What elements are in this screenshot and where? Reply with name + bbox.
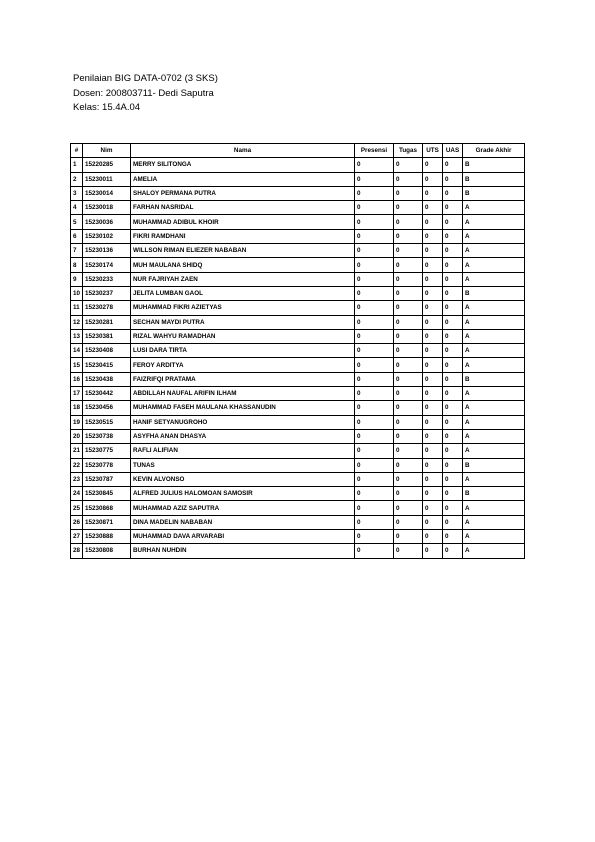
cell-nim: 15230778 (83, 458, 131, 472)
cell-tugas: 0 (394, 286, 423, 300)
cell-tugas: 0 (394, 201, 423, 215)
course-title: Penilaian BIG DATA-0702 (3 SKS) (73, 73, 218, 84)
cell-tugas: 0 (394, 258, 423, 272)
cell-uts: 0 (423, 401, 443, 415)
cell-tugas: 0 (394, 186, 423, 200)
cell-nim: 15230102 (83, 229, 131, 243)
cell-uts: 0 (423, 415, 443, 429)
cell-uts: 0 (423, 158, 443, 172)
cell-nama: MUHAMMAD FIKRI AZIETYAS (131, 301, 355, 315)
cell-nama: MUHAMMAD AZIZ SAPUTRA (131, 501, 355, 515)
column-header-presensi: Presensi (355, 144, 394, 158)
cell-uts: 0 (423, 215, 443, 229)
cell-number: 11 (71, 301, 83, 315)
cell-uas: 0 (443, 272, 463, 286)
cell-tugas: 0 (394, 515, 423, 529)
column-header-uts: UTS (423, 144, 443, 158)
cell-uas: 0 (443, 286, 463, 300)
cell-grade: A (463, 301, 525, 315)
cell-nim: 15230278 (83, 301, 131, 315)
cell-uts: 0 (423, 286, 443, 300)
cell-uts: 0 (423, 186, 443, 200)
table-row (71, 544, 525, 558)
cell-tugas: 0 (394, 301, 423, 315)
cell-grade: B (463, 172, 525, 186)
cell-uts: 0 (423, 201, 443, 215)
cell-uts: 0 (423, 344, 443, 358)
cell-number: 20 (71, 429, 83, 443)
cell-presensi: 0 (355, 530, 394, 544)
cell-number: 14 (71, 344, 83, 358)
cell-grade: A (463, 429, 525, 443)
cell-presensi: 0 (355, 387, 394, 401)
cell-presensi: 0 (355, 172, 394, 186)
cell-uts: 0 (423, 387, 443, 401)
table-row (71, 301, 525, 315)
cell-number: 15 (71, 358, 83, 372)
table-row (71, 387, 525, 401)
cell-grade: A (463, 201, 525, 215)
cell-presensi: 0 (355, 301, 394, 315)
cell-nama: RIZAL WAHYU RAMADHAN (131, 329, 355, 343)
cell-uas: 0 (443, 444, 463, 458)
cell-nim: 15230408 (83, 344, 131, 358)
column-header-tugas: Tugas (394, 144, 423, 158)
cell-uas: 0 (443, 229, 463, 243)
cell-uas: 0 (443, 530, 463, 544)
cell-grade: A (463, 415, 525, 429)
cell-uts: 0 (423, 358, 443, 372)
cell-tugas: 0 (394, 415, 423, 429)
cell-grade: A (463, 544, 525, 558)
cell-tugas: 0 (394, 487, 423, 501)
cell-number: 9 (71, 272, 83, 286)
cell-uts: 0 (423, 272, 443, 286)
table-row (71, 472, 525, 486)
cell-nama: FIKRI RAMDHANI (131, 229, 355, 243)
cell-grade: A (463, 515, 525, 529)
cell-nama: FARHAN NASRIDAL (131, 201, 355, 215)
cell-nim: 15230233 (83, 272, 131, 286)
cell-nim: 15230868 (83, 501, 131, 515)
table-row (71, 415, 525, 429)
cell-uts: 0 (423, 444, 443, 458)
cell-nim: 15220285 (83, 158, 131, 172)
table-row (71, 344, 525, 358)
cell-nama: KEVIN ALVONSO (131, 472, 355, 486)
cell-grade: B (463, 186, 525, 200)
cell-tugas: 0 (394, 244, 423, 258)
cell-tugas: 0 (394, 501, 423, 515)
cell-number: 25 (71, 501, 83, 515)
cell-tugas: 0 (394, 329, 423, 343)
cell-presensi: 0 (355, 501, 394, 515)
cell-uas: 0 (443, 487, 463, 501)
table-row (71, 444, 525, 458)
cell-grade: A (463, 530, 525, 544)
cell-uas: 0 (443, 472, 463, 486)
table-row (71, 401, 525, 415)
table-row (71, 186, 525, 200)
cell-number: 28 (71, 544, 83, 558)
cell-number: 17 (71, 387, 83, 401)
cell-grade: B (463, 158, 525, 172)
cell-uts: 0 (423, 487, 443, 501)
cell-nim: 15230738 (83, 429, 131, 443)
cell-presensi: 0 (355, 315, 394, 329)
cell-uts: 0 (423, 258, 443, 272)
table-row (71, 272, 525, 286)
cell-nama: ABDILLAH NAUFAL ARIFIN ILHAM (131, 387, 355, 401)
column-header-uas: UAS (443, 144, 463, 158)
column-header-nama: Nama (131, 144, 355, 158)
cell-number: 24 (71, 487, 83, 501)
cell-tugas: 0 (394, 272, 423, 286)
cell-number: 19 (71, 415, 83, 429)
cell-tugas: 0 (394, 215, 423, 229)
cell-nama: NUR FAJRIYAH ZAEN (131, 272, 355, 286)
table-row (71, 515, 525, 529)
column-header-grade: Grade Akhir (463, 144, 525, 158)
cell-number: 7 (71, 244, 83, 258)
cell-presensi: 0 (355, 229, 394, 243)
cell-grade: A (463, 344, 525, 358)
table-row (71, 329, 525, 343)
cell-nim: 15230775 (83, 444, 131, 458)
cell-uas: 0 (443, 301, 463, 315)
cell-nama: MUH MAULANA SHIDQ (131, 258, 355, 272)
cell-uas: 0 (443, 186, 463, 200)
cell-presensi: 0 (355, 258, 394, 272)
cell-uas: 0 (443, 315, 463, 329)
cell-number: 8 (71, 258, 83, 272)
cell-tugas: 0 (394, 229, 423, 243)
lecturer-line: Dosen: 200803711- Dedi Saputra (73, 87, 214, 99)
grades-table (70, 143, 525, 559)
table-row (71, 286, 525, 300)
cell-nim: 15230415 (83, 358, 131, 372)
cell-presensi: 0 (355, 201, 394, 215)
cell-nama: DINA MADELIN NABABAN (131, 515, 355, 529)
cell-uas: 0 (443, 387, 463, 401)
cell-nama: MUHAMMAD ADIBUL KHOIR (131, 215, 355, 229)
cell-presensi: 0 (355, 429, 394, 443)
cell-uts: 0 (423, 501, 443, 515)
cell-uts: 0 (423, 429, 443, 443)
cell-grade: A (463, 258, 525, 272)
cell-presensi: 0 (355, 444, 394, 458)
class-line: Kelas: 15.4A.04 (73, 102, 141, 113)
cell-uas: 0 (443, 329, 463, 343)
cell-tugas: 0 (394, 344, 423, 358)
cell-uts: 0 (423, 530, 443, 544)
cell-grade: B (463, 286, 525, 300)
cell-presensi: 0 (355, 244, 394, 258)
cell-tugas: 0 (394, 372, 423, 386)
table-row (71, 201, 525, 215)
cell-grade: B (463, 372, 525, 386)
cell-nim: 15230845 (83, 487, 131, 501)
cell-uts: 0 (423, 229, 443, 243)
cell-presensi: 0 (355, 272, 394, 286)
cell-uas: 0 (443, 401, 463, 415)
cell-nim: 15230014 (83, 186, 131, 200)
cell-nama: JELITA LUMBAN GAOL (131, 286, 355, 300)
cell-uts: 0 (423, 472, 443, 486)
cell-tugas: 0 (394, 158, 423, 172)
cell-nim: 15230442 (83, 387, 131, 401)
cell-grade: A (463, 215, 525, 229)
cell-presensi: 0 (355, 472, 394, 486)
cell-tugas: 0 (394, 444, 423, 458)
cell-nim: 15230808 (83, 544, 131, 558)
cell-presensi: 0 (355, 215, 394, 229)
cell-nim: 15230438 (83, 372, 131, 386)
cell-presensi: 0 (355, 401, 394, 415)
cell-nama: FAIZRIFQI PRATAMA (131, 372, 355, 386)
cell-presensi: 0 (355, 544, 394, 558)
cell-grade: A (463, 244, 525, 258)
table-row (71, 229, 525, 243)
table-row (71, 244, 525, 258)
cell-uts: 0 (423, 544, 443, 558)
cell-number: 2 (71, 172, 83, 186)
cell-nama: HANIF SETYANUGROHO (131, 415, 355, 429)
cell-grade: A (463, 472, 525, 486)
cell-grade: B (463, 487, 525, 501)
cell-uts: 0 (423, 515, 443, 529)
table-row (71, 158, 525, 172)
cell-nama: RAFLI ALIFIAN (131, 444, 355, 458)
cell-grade: A (463, 401, 525, 415)
cell-nama: AMELIA (131, 172, 355, 186)
cell-number: 22 (71, 458, 83, 472)
column-header-nim: Nim (83, 144, 131, 158)
cell-nim: 15230871 (83, 515, 131, 529)
cell-number: 1 (71, 158, 83, 172)
table-row (71, 315, 525, 329)
cell-uas: 0 (443, 215, 463, 229)
cell-nim: 15230515 (83, 415, 131, 429)
cell-presensi: 0 (355, 344, 394, 358)
table-row (71, 358, 525, 372)
cell-number: 18 (71, 401, 83, 415)
cell-tugas: 0 (394, 172, 423, 186)
cell-nim: 15230018 (83, 201, 131, 215)
cell-grade: A (463, 387, 525, 401)
cell-number: 13 (71, 329, 83, 343)
cell-uts: 0 (423, 329, 443, 343)
cell-number: 10 (71, 286, 83, 300)
cell-nim: 15230011 (83, 172, 131, 186)
cell-number: 26 (71, 515, 83, 529)
table-header-row (71, 144, 525, 158)
table-row (71, 172, 525, 186)
cell-tugas: 0 (394, 401, 423, 415)
cell-uas: 0 (443, 544, 463, 558)
cell-grade: B (463, 458, 525, 472)
cell-presensi: 0 (355, 415, 394, 429)
cell-uas: 0 (443, 172, 463, 186)
cell-nama: MERRY SILITONGA (131, 158, 355, 172)
cell-grade: A (463, 444, 525, 458)
cell-uas: 0 (443, 501, 463, 515)
cell-uas: 0 (443, 458, 463, 472)
cell-tugas: 0 (394, 429, 423, 443)
cell-nim: 15230281 (83, 315, 131, 329)
cell-grade: A (463, 272, 525, 286)
cell-presensi: 0 (355, 515, 394, 529)
cell-uts: 0 (423, 372, 443, 386)
cell-uas: 0 (443, 258, 463, 272)
cell-tugas: 0 (394, 387, 423, 401)
table-row (71, 458, 525, 472)
cell-nim: 15230174 (83, 258, 131, 272)
table-row (71, 501, 525, 515)
cell-uas: 0 (443, 244, 463, 258)
cell-grade: A (463, 315, 525, 329)
cell-presensi: 0 (355, 487, 394, 501)
cell-nama: LUSI DARA TIRTA (131, 344, 355, 358)
table-row (71, 530, 525, 544)
cell-presensi: 0 (355, 186, 394, 200)
cell-tugas: 0 (394, 472, 423, 486)
cell-nim: 15230888 (83, 530, 131, 544)
cell-nama: SHALOY PERMANA PUTRA (131, 186, 355, 200)
cell-nim: 15230136 (83, 244, 131, 258)
cell-presensi: 0 (355, 329, 394, 343)
cell-nama: ASYFHA ANAN DHASYA (131, 429, 355, 443)
cell-nim: 15230456 (83, 401, 131, 415)
cell-uas: 0 (443, 415, 463, 429)
cell-tugas: 0 (394, 530, 423, 544)
cell-uts: 0 (423, 172, 443, 186)
cell-grade: A (463, 358, 525, 372)
cell-uts: 0 (423, 301, 443, 315)
cell-number: 4 (71, 201, 83, 215)
cell-number: 3 (71, 186, 83, 200)
cell-uts: 0 (423, 458, 443, 472)
cell-nim: 15230036 (83, 215, 131, 229)
cell-uas: 0 (443, 515, 463, 529)
cell-number: 27 (71, 530, 83, 544)
cell-nama: TUNAS (131, 458, 355, 472)
cell-grade: A (463, 501, 525, 515)
cell-uts: 0 (423, 315, 443, 329)
cell-uas: 0 (443, 429, 463, 443)
cell-nim: 15230787 (83, 472, 131, 486)
cell-presensi: 0 (355, 286, 394, 300)
cell-number: 21 (71, 444, 83, 458)
cell-tugas: 0 (394, 358, 423, 372)
cell-presensi: 0 (355, 458, 394, 472)
cell-uts: 0 (423, 244, 443, 258)
cell-nama: ALFRED JULIUS HALOMOAN SAMOSIR (131, 487, 355, 501)
cell-number: 6 (71, 229, 83, 243)
cell-nim: 15230237 (83, 286, 131, 300)
table-row (71, 487, 525, 501)
table-body (71, 158, 525, 558)
cell-nama: SECHAN MAYDI PUTRA (131, 315, 355, 329)
cell-nama: MUHAMMAD DAVA ARVARABI (131, 530, 355, 544)
cell-uas: 0 (443, 372, 463, 386)
cell-number: 23 (71, 472, 83, 486)
cell-tugas: 0 (394, 544, 423, 558)
cell-number: 16 (71, 372, 83, 386)
cell-uas: 0 (443, 158, 463, 172)
cell-number: 5 (71, 215, 83, 229)
cell-nama: FEROY ARDITYA (131, 358, 355, 372)
table-row (71, 215, 525, 229)
column-header-number: # (71, 144, 83, 158)
cell-presensi: 0 (355, 158, 394, 172)
cell-uas: 0 (443, 201, 463, 215)
cell-tugas: 0 (394, 458, 423, 472)
cell-grade: A (463, 329, 525, 343)
cell-tugas: 0 (394, 315, 423, 329)
cell-uas: 0 (443, 344, 463, 358)
cell-nama: MUHAMMAD FASEH MAULANA KHASSANUDIN (131, 401, 355, 415)
cell-uas: 0 (443, 358, 463, 372)
cell-number: 12 (71, 315, 83, 329)
cell-nim: 15230381 (83, 329, 131, 343)
cell-nama: WILLSON RIMAN ELIEZER NABABAN (131, 244, 355, 258)
table-row (71, 372, 525, 386)
cell-nama: BURHAN NUHDIN (131, 544, 355, 558)
cell-presensi: 0 (355, 372, 394, 386)
table-row (71, 258, 525, 272)
cell-presensi: 0 (355, 358, 394, 372)
table-row (71, 429, 525, 443)
cell-grade: A (463, 229, 525, 243)
document-header (73, 72, 218, 116)
